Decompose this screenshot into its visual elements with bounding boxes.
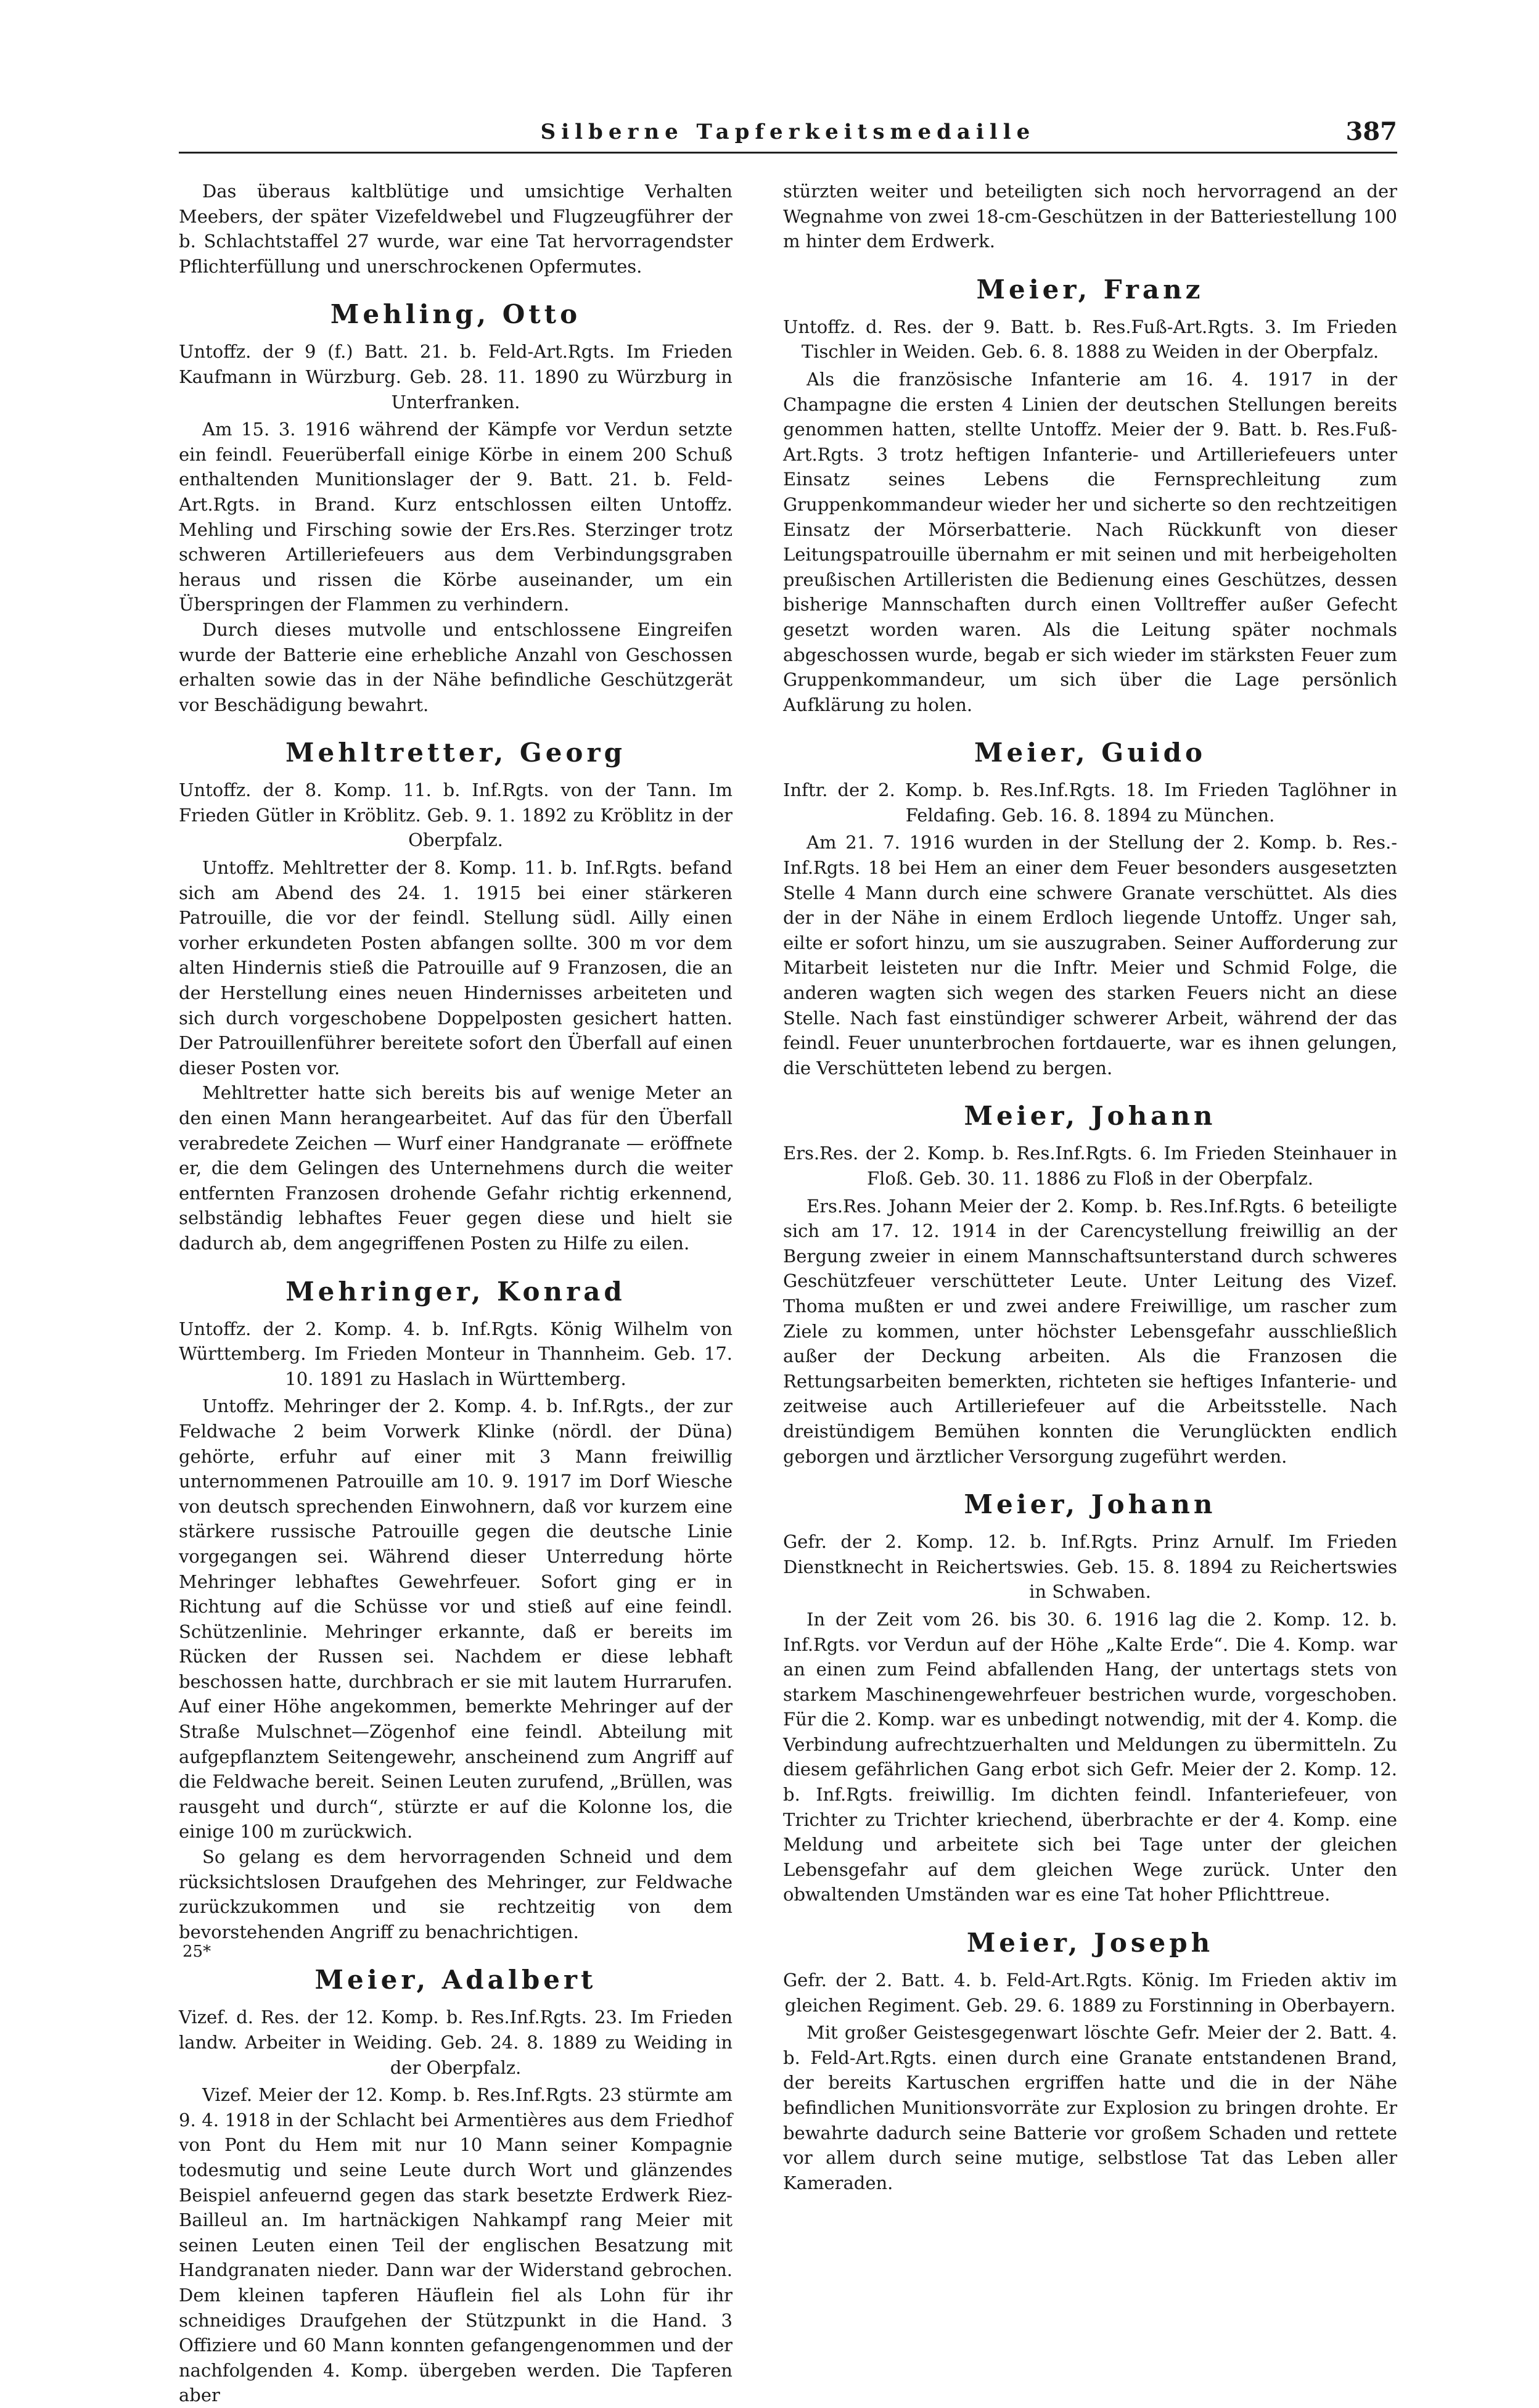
entry-heading: Mehltretter, Georg <box>285 738 626 768</box>
paragraph: Als die französische Infanterie am 16. 4. 1917 in der Champagne die ersten 4 Linien der deutschen Stellungen bereits genommen hatten, stellte Untoffz. Meier der 9. Batt. b. Res.Fuß-Art.Rgts. 3 trotz heftigen Infanterie- und Artilleriefeuers unter Einsatz seines Lebens die Fernsprechleitung zum Gruppenkommandeur wieder her und sicherte so den rechtzeitigen Einsatz der Mörserbatterie. Nach Rückkunft von dieser Leitungspatrouille übernahm er mit seinen und mit herbeigeholten preußischen Artilleristen die Bedienung eines Geschützes, dessen bisherige Mannschaften durch einen Volltreffer außer Gefecht gesetzt worden waren. Als die Leitung später nochmals abgeschossen wurde, begab er sich wieder im stärksten Feuer zum Gruppenkommandeur, um sich über die Lage persönlich Aufklärung zu holen. <box>783 368 1397 715</box>
paragraph: Untoffz. Mehringer der 2. Komp. 4. b. Inf.Rgts., der zur Feldwache 2 beim Vorwerk Klinke (nördl. der Düna) gehörte, erfuhr auf einer mit 3 Mann freiwillig unternommenen Patrouille am 10. 9. 1917 im Dorf Wiesche von deutsch sprechenden Einwohnern, daß vor kurzem eine stärkere russische Patrouille gegen die deutsche Linie vorgegangen sei. Während dieser Unterredung hörte Mehringer lebhaftes Gewehrfeuer. Sofort ging er in Richtung auf die Schüsse vor und stieß auf eine feindl. Schützenlinie. Mehringer erkannte, daß er bereits im Rücken der Russen sei. Nachdem er diese lebhaft beschossen hatte, durchbrach er sie mit lautem Hurrarufen. Auf einer Höhe angekommen, bemerkte Mehringer auf der Straße Mulschnet—Zögenhof eine feindl. Abteilung mit aufgepflanztem Seitengewehr, anscheinend zum Angriff auf die Feldwache bereit. Seinen Leuten zurufend, „Brüllen, was rausgeht und durch“, stürzte er auf die Kolonne los, die einige 100 m zurückwich. <box>179 1395 733 1843</box>
paragraph: Untoffz. Mehltretter der 8. Komp. 11. b. Inf.Rgts. befand sich am Abend des 24. 1. 1915 bei einer stärkeren Patrouille, die vor der feindl. Stellung südl. Ailly einen vorher erkundeten Posten abfangen sollte. 300 m vor dem alten Hindernis stieß die Patrouille auf 9 Franzosen, die an der Herstellung eines neuen Hindernisses arbeiteten und sich durch vorgeschobene Doppelposten gesichert hatten. Der Patrouillenführer bereitete sofort den Überfall auf einen dieser Posten vor. <box>179 857 733 1079</box>
paragraph: Mit großer Geistesgegenwart löschte Gefr. Meier der 2. Batt. 4. b. Feld-Art.Rgts. einen durch eine Granate entstandenen Brand, der bereits Kartuschen ergriffen hatte und die in der Nähe befindlichen Munitionsvorräte zur Explosion zu bringen drohte. Er bewahrte dadurch seine Batterie vor großem Schaden und rettete vor allem durch seine mutige, selbstlose Tat das Leben aller Kameraden. <box>783 2022 1397 2193</box>
entry-heading: Meier, Joseph <box>966 1928 1214 1958</box>
paragraph: Das überaus kaltblütige und umsichtige Verhalten Meebers, der später Vizefeldwebel und Flugzeugführer der b. Schlachtstaffel 27 wurde, war eine Tat hervorragendster Pflichterfüllung und unerschrockenen Opfermutes. <box>179 181 733 277</box>
entry-subtitle: Gefr. der 2. Batt. 4. b. Feld-Art.Rgts. König. Im Frieden aktiv im gleichen Regiment. Geb. 29. 6. 1889 zu Forstinning in Oberbayern. <box>783 1970 1397 2016</box>
continued-paragraph: stürzten weiter und beteiligten sich noch hervorragend an der Wegnahme von zwei 18-cm-Geschützen in der Batteriestellung 100 m hinter dem Erdwerk. <box>783 181 1397 252</box>
entry-subtitle: Inftr. der 2. Komp. b. Res.Inf.Rgts. 18. Im Frieden Taglöhner in Feldafing. Geb. 16. 8. 1894 zu München. <box>783 779 1397 826</box>
paragraph: Ers.Res. Johann Meier der 2. Komp. b. Res.Inf.Rgts. 6 beteiligte sich am 17. 12. 1914 in der Carencystellung freiwillig an der Bergung zweier in einem Mannschaftsunterstand durch schweres Geschützfeuer verschütteter Leute. Unter Leitung des Vizef. Thoma mußten er und zwei andere Freiwillige, um rascher zum Ziele zu kommen, unter höchster Lebensgefahr ausschließlich außer der Deckung arbeiten. Als die Franzosen die Rettungsarbeiten bemerkten, richteten sie heftiges Infanterie- und zeitweise auch Artilleriefeuer auf die Arbeitsstelle. Nach dreistündigem Bemühen konnten die Verunglückten endlich geborgen und ärztlicher Versorgung zugeführt werden. <box>783 1195 1397 1467</box>
entry-heading: Meier, Johann <box>964 1101 1217 1132</box>
running-header <box>179 117 1397 154</box>
entry-subtitle: Vizef. d. Res. der 12. Komp. b. Res.Inf.Rgts. 23. Im Frieden landw. Arbeiter in Weiding. Geb. 24. 8. 1889 zu Weiding in der Oberpfalz. <box>179 2007 733 2078</box>
entry-heading: Mehling, Otto <box>330 299 581 330</box>
entry-subtitle: Ers.Res. der 2. Komp. b. Res.Inf.Rgts. 6. Im Frieden Steinhauer in Floß. Geb. 30. 11. 1886 zu Floß in der Oberpfalz. <box>783 1143 1397 1189</box>
left-column <box>179 179 733 2408</box>
running-title: Silberne Tapferkeitsmedaille <box>540 120 1036 144</box>
paragraph: So gelang es dem hervorragenden Schneid und dem rücksichtslosen Draufgehen des Mehringer, zur Feldwache zurückzukommen und sie rechtzeitig von dem bevorstehenden Angriff zu benachrichtigen. <box>179 1846 733 1942</box>
paragraph: Mehltretter hatte sich bereits bis auf wenige Meter an den einen Mann herangearbeitet. Auf das für den Überfall verabredete Zeichen — Wurf einer Handgranate — eröffnete er, die dem Gelingen des Unternehmens durch die weiter entfernten Franzosen drohende Gefahr richtig erkennend, selbständig lebhaftes Feuer gegen diese und hielt sie dadurch ab, dem angegriffenen Posten zu Hilfe zu eilen. <box>179 1082 733 1254</box>
paragraph: Am 21. 7. 1916 wurden in der Stellung der 2. Komp. b. Res.-Inf.Rgts. 18 bei Hem an einer dem Feuer besonders ausgesetzten Stelle 4 Mann durch eine schwere Granate verschüttet. Als dies der in der Nähe in einem Erdloch liegende Untoffz. Unger sah, eilte er sofort hinzu, um sie auszugraben. Seiner Aufforderung zur Mitarbeit leisteten nur die Inftr. Meier und Schmid Folge, die anderen wagten sich wegen des starken Feuers nicht an diese Stelle. Nach fast einstündiger schwerer Arbeit, während der das feindl. Feuer ununterbrochen fortdauerte, war es ihnen gelungen, die Verschütteten lebend zu bergen. <box>783 832 1397 1079</box>
paragraph: Am 15. 3. 1916 während der Kämpfe vor Verdun setzte ein feindl. Feuerüberfall einige Körbe in einem 200 Schuß enthaltenden Munitionslager der 9. Batt. 21. b. Feld-Art.Rgts. in Brand. Kurz entschlossen eilten Untoffz. Mehling und Firsching sowie der Ers.Res. Sterzinger trotz schweren Artilleriefeuers aus dem Verbindungsgraben heraus und rissen die Körbe auseinander, um ein Überspringen der Flammen zu verhindern. <box>179 419 733 615</box>
signature-mark: 25* <box>183 1942 211 1961</box>
paragraph: Durch dieses mutvolle und entschlossene Eingreifen wurde der Batterie eine erhebliche Anzahl von Geschossen erhalten sowie das in der Nähe befindliche Geschützgerät vor Beschädigung bewahrt. <box>179 618 733 715</box>
paragraph: In der Zeit vom 26. bis 30. 6. 1916 lag die 2. Komp. 12. b. Inf.Rgts. vor Verdun auf der Höhe „Kalte Erde“. Die 4. Komp. war an einen zum Feind abfallenden Hang, der untertags stets von starkem Maschinengewehrfeuer bestrichen wurde, vorgeschoben. Für die 2. Komp. war es unbedingt notwendig, mit der 4. Komp. die Verbindung aufrechtzuerhalten und Meldungen zu übermitteln. Zu diesem gefährlichen Gang erbot sich Gefr. Meier der 2. Komp. 12. b. Inf.Rgts. freiwillig. Im dichten feindl. Infanteriefeuer, von Trichter zu Trichter kriechend, überbrachte er der 4. Komp. eine Meldung und arbeitete sich bei Tage unter der gleichen Lebensgefahr auf dem gleichen Wege zurück. Unter den obwaltenden Umständen war es eine Tat hoher Pflichttreue. <box>783 1608 1397 1905</box>
entry-heading: Meier, Franz <box>976 274 1204 305</box>
entry-subtitle: Untoffz. der 9 (f.) Batt. 21. b. Feld-Art.Rgts. Im Frieden Kaufmann in Würzburg. Geb. 28. 11. 1890 zu Würzburg in Unterfranken. <box>179 341 733 413</box>
entry-subtitle: Untoffz. der 8. Komp. 11. b. Inf.Rgts. von der Tann. Im Frieden Gütler in Kröblitz. Geb. 9. 1. 1892 zu Kröblitz in der Oberpfalz. <box>179 779 733 851</box>
page-number: 387 <box>1345 117 1397 146</box>
entry-subtitle: Untoffz. d. Res. der 9. Batt. b. Res.Fuß-Art.Rgts. 3. Im Frieden Tischler in Weiden. Geb. 6. 8. 1888 zu Weiden in der Oberpfalz. <box>783 316 1397 363</box>
entry-heading: Mehringer, Konrad <box>285 1276 626 1307</box>
paragraph: Vizef. Meier der 12. Komp. b. Res.Inf.Rgts. 23 stürmte am 9. 4. 1918 in der Schlacht bei Armentières aus dem Friedhof von Pont du Hem mit nur 10 Mann seiner Kompagnie todesmutig und seine Leute durch Wort und glänzendes Beispiel anfeuernd gegen das stark besetzte Erdwerk Riez-Bailleul an. Im hartnäckigen Nahkampf rang Meier mit seinen Leuten einen Teil der englischen Besatzung mit Handgranaten nieder. Dann war der Widerstand gebrochen. Dem kleinen tapferen Häuflein fiel als Lohn für ihr schneidiges Draufgehen der Stützpunkt in die Hand. 3 Offiziere und 60 Mann konnten gefangengenommen und der nachfolgenden 4. Komp. übergeben werden. Die Tapferen aber <box>179 2084 733 2406</box>
entry-heading: Meier, Guido <box>974 738 1206 768</box>
entry-subtitle: Gefr. der 2. Komp. 12. b. Inf.Rgts. Prinz Arnulf. Im Frieden Dienstknecht in Reichertswies. Geb. 15. 8. 1894 zu Reichertswies in Schwaben. <box>783 1531 1397 1603</box>
right-column <box>783 179 1397 2195</box>
entry-subtitle: Untoffz. der 2. Komp. 4. b. Inf.Rgts. König Wilhelm von Württemberg. Im Frieden Monteur in Thannheim. Geb. 17. 10. 1891 zu Haslach in Württemberg. <box>179 1318 733 1389</box>
entry-heading: Meier, Johann <box>964 1489 1217 1520</box>
entry-heading: Meier, Adalbert <box>314 1965 597 1995</box>
